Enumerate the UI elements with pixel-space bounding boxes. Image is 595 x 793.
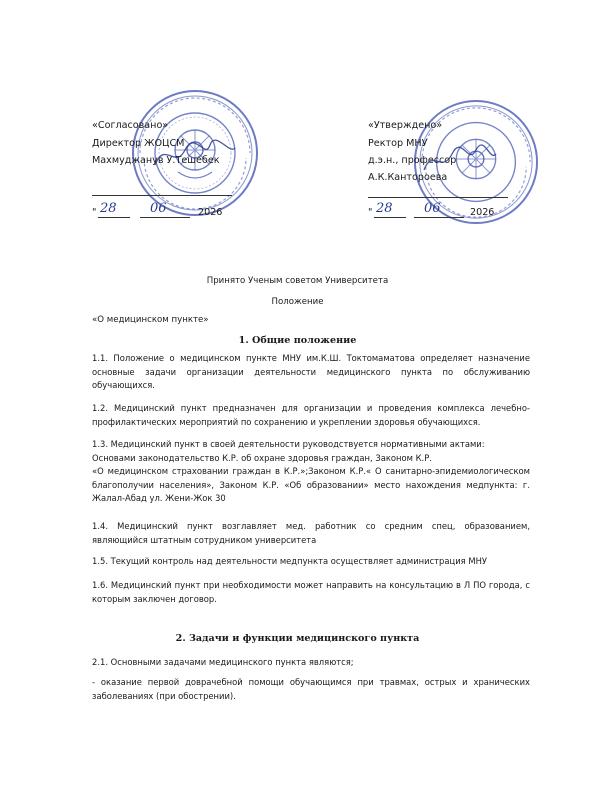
left-date-underline-2: [140, 217, 190, 218]
paragraph-1-3-line2: Основами законодательство К.Р. об охране здоровья граждан, Законом К.Р.: [92, 452, 432, 463]
paragraph-1-1: [92, 352, 530, 393]
paragraph-1-5-text: 1.5. Текущий контроль над деятельности медпункта осуществляет администрация МНУ: [92, 556, 487, 566]
right-date-underline-2: [414, 217, 464, 218]
right-handwritten-signature: [420, 140, 500, 180]
left-signature-line: [92, 195, 232, 196]
paragraph-1-6-text: 1.6. Медицинский пункт при необходимости может направить на консультацию в Л ПО города, с которым заключен договор.: [92, 580, 530, 604]
paragraph-1-2: [92, 402, 530, 429]
paragraph-1-5: [92, 555, 530, 569]
paragraph-1-3: [92, 438, 530, 506]
paragraph-1-3-line1: 1.3. Медицинский пункт в своей деятельности руководствуется нормативными актами:: [92, 439, 485, 449]
paragraph-1-6: [92, 579, 530, 606]
document-title: «О медицинском пункте»: [92, 315, 209, 325]
section-2-heading: 2. Задачи и функции медицинского пункта: [175, 633, 420, 644]
left-date-day: 28: [100, 201, 117, 216]
section-1-heading: 1. Общие положение: [238, 335, 357, 346]
right-degree: д.э.н., профессор: [368, 155, 457, 166]
paragraph-2-1-text: 2.1. Основными задачами медицинского пункта являются;: [92, 657, 354, 667]
right-date-prefix: ": [368, 207, 373, 218]
left-date-underline-1: [98, 217, 130, 218]
paragraph-1-4: [92, 520, 530, 547]
paragraph-1-2-text: 1.2. Медицинский пункт предназначен для организации и проведения комплекса лечебно-профилактических мероприятий по сохранению и укреплении здоровья обучающихся.: [92, 403, 530, 427]
right-signature-line: [368, 197, 508, 198]
paragraph-2-1-item-text: - оказание первой доврачебной помощи обучающимся при травмах, острых и хранических заболеваниях (при обострении).: [92, 677, 530, 701]
right-date-day: 28: [376, 201, 393, 216]
left-position: Директор ЖОЦСМ: [92, 138, 185, 149]
paragraph-1-1-text: 1.1. Положение о медицинском пункте МНУ им.К.Ш. Токтомаматова определяет назначение основные задачи организации деятельности медицинского пункта по обслуживанию обучающихся.: [92, 353, 530, 391]
paragraph-2-1-item: [92, 676, 530, 703]
paragraph-1-4-text: 1.4. Медицинский пункт возглавляет мед. работник со средним спец, образованием, являющийся штатным сотрудником университета: [92, 521, 530, 545]
document-type: Положение: [271, 297, 324, 307]
right-signatory-name: А.К.Кантороева: [368, 172, 448, 183]
right-date-year: 2026: [470, 207, 495, 218]
left-date-year: 2026: [198, 207, 223, 218]
left-signatory-name: Махмуджанув У.Тешебек: [92, 155, 220, 166]
right-date-month: 06: [424, 201, 441, 216]
left-approval-title: «Согласовано»: [92, 120, 169, 131]
paragraph-1-3-line3: «О медицинском страховании граждан в К.Р.»;Законом К.Р.« О санитарно-эпидемиологическом благополучии населения», Законом К.Р. «Об образовании» место нахождения медпункта: г. Жалал-Абад ул. Жени-Жок 30: [92, 466, 530, 504]
accepted-by-council: Принято Ученым советом Университета: [206, 276, 389, 286]
left-date-month: 06: [150, 201, 167, 216]
left-handwritten-signature: [150, 130, 240, 180]
right-position: Ректор МНУ: [368, 138, 428, 149]
right-date-underline-1: [374, 217, 406, 218]
right-approval-title: «Утверждено»: [368, 120, 443, 131]
left-date-prefix: ": [92, 207, 97, 218]
paragraph-2-1: [92, 656, 530, 670]
